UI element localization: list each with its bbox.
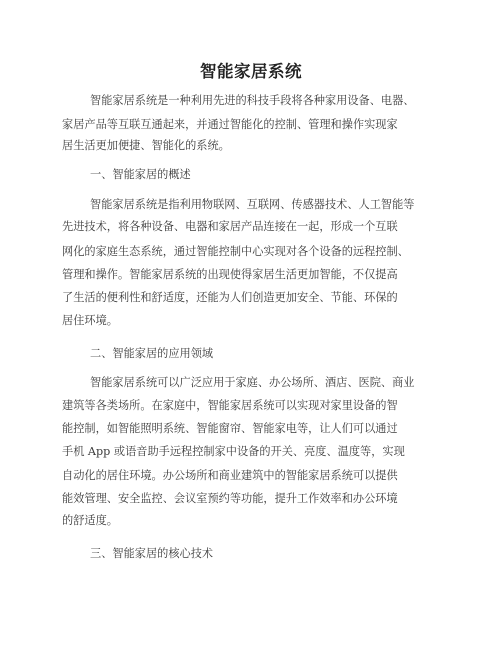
document-title: 智能家居系统 <box>200 62 302 81</box>
paragraph-line: 了生活的便利性和舒适度，还能为人们创造更加安全、节能、环保的 <box>62 291 398 304</box>
paragraph-line: 自动化的居住环境。办公场所和商业建筑中的智能家居系统可以提供 <box>62 469 398 482</box>
paragraph-line: 家居产品等互联互通起来，并通过智能化的控制、管理和操作实现家 <box>62 118 398 131</box>
section-heading: 二、智能家居的应用领域 <box>90 347 214 360</box>
paragraph-line: 能效管理、安全监控、会议室预约等功能，提升工作效率和办公环境 <box>62 492 398 505</box>
paragraph-line: 手机 App 或语音助手远程控制家中设备的开关、亮度、温度等，实现 <box>62 445 405 458</box>
paragraph-line: 的舒适度。 <box>62 514 118 527</box>
paragraph-line: 居住环境。 <box>62 314 118 327</box>
paragraph-line: 能控制，如智能照明系统、智能窗帘、智能家电等，让人们可以通过 <box>62 422 398 435</box>
paragraph-line: 智能家居系统可以广泛应用于家庭、办公场所、酒店、医院、商业 <box>90 376 415 389</box>
section-heading: 一、智能家居的概述 <box>90 168 191 181</box>
paragraph-line: 智能家居系统是一种利用先进的科技手段将各种家用设备、电器、 <box>90 94 415 107</box>
paragraph-line: 建筑等各类场所。在家庭中，智能家居系统可以实现对家里设备的智 <box>62 399 398 412</box>
section-heading: 三、智能家居的核心技术 <box>90 547 214 560</box>
paragraph-line: 网化的家庭生态系统，通过智能控制中心实现对各个设备的远程控制、 <box>62 245 409 258</box>
paragraph-line: 管理和操作。智能家居系统的出现使得家居生活更加智能，不仅提高 <box>62 268 398 281</box>
paragraph-line: 居生活更加便捷、智能化的系统。 <box>62 139 230 152</box>
paragraph-line: 先进技术，将各种设备、电器和家居产品连接在一起，形成一个互联 <box>62 220 398 233</box>
paragraph-line: 智能家居系统是指利用物联网、互联网、传感器技术、人工智能等 <box>90 198 415 211</box>
